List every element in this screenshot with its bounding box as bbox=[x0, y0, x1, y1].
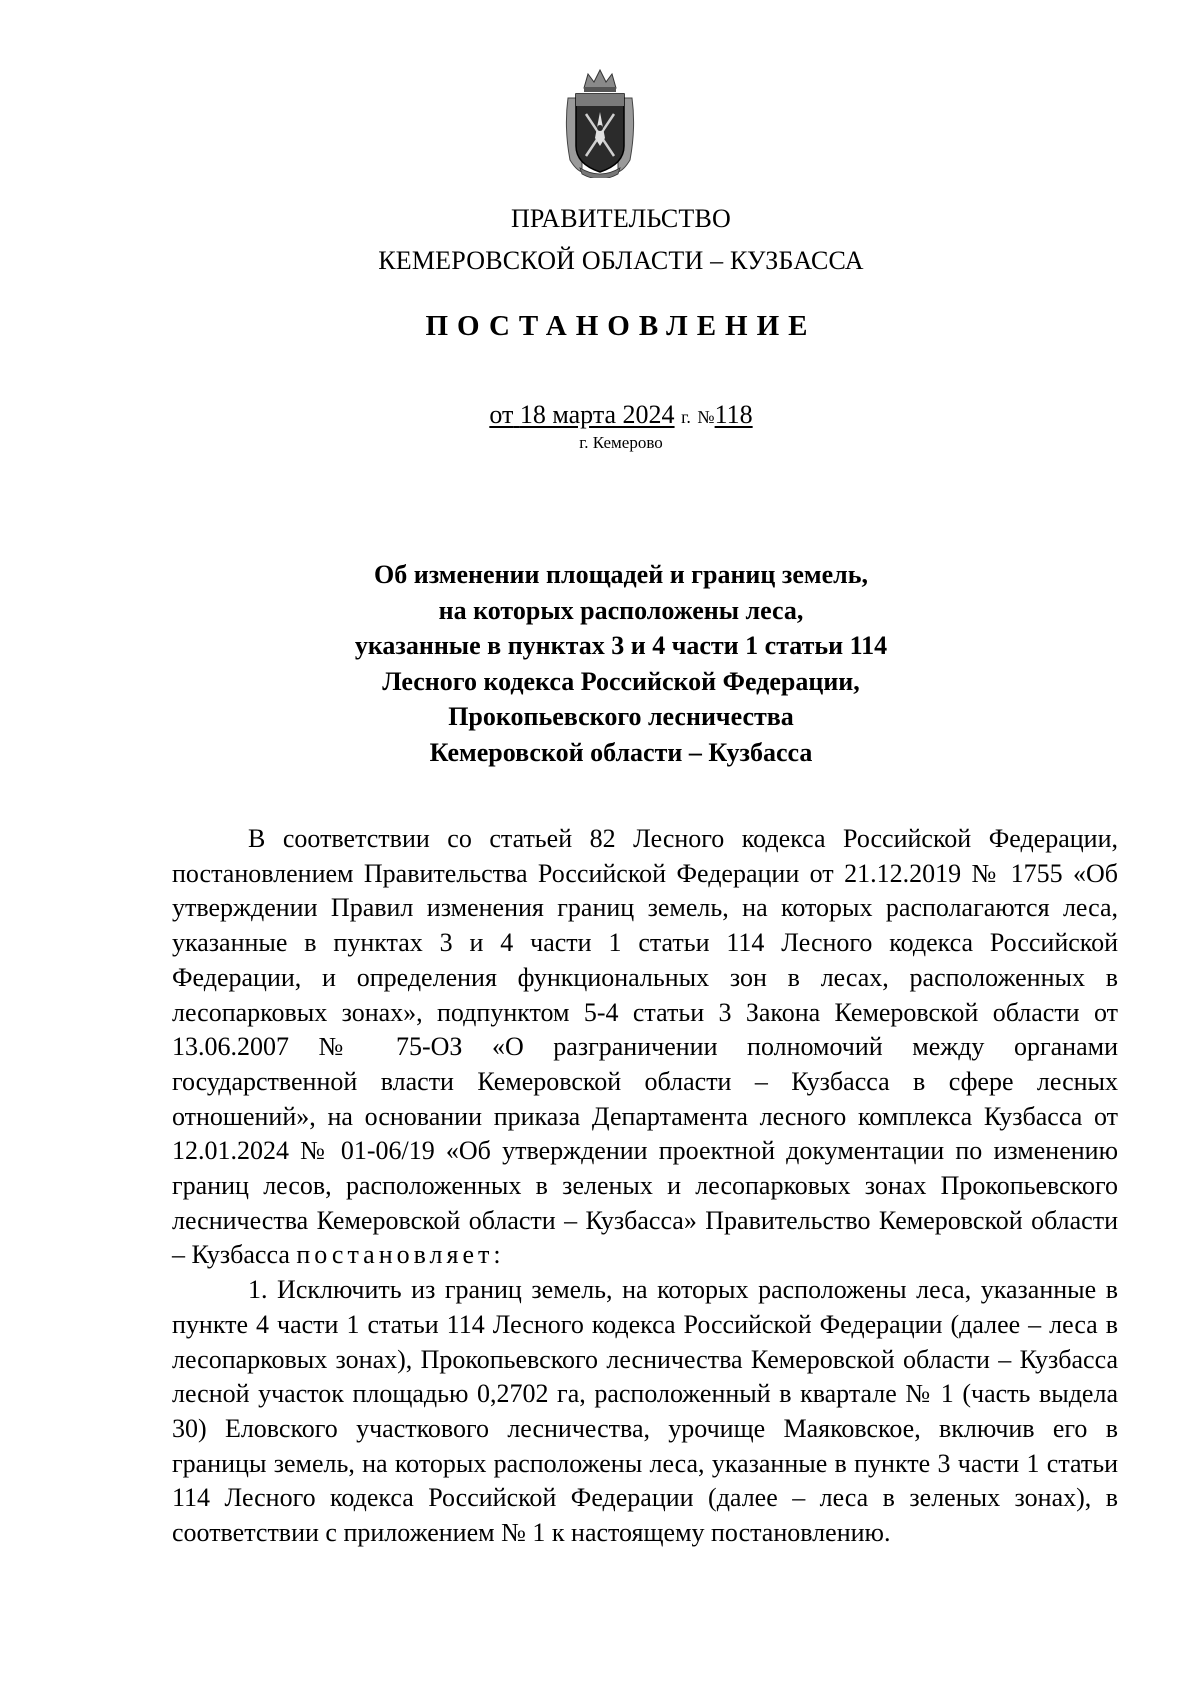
document-type-heading: ПОСТАНОВЛЕНИЕ bbox=[425, 310, 817, 342]
title-line: на которых расположены леса, bbox=[438, 595, 804, 625]
coat-of-arms-icon bbox=[562, 68, 642, 178]
preamble-text: В соответствии со статьей 82 Лесного кодекса Российской Федерации, постановлением Правительства Российской Федерации от 21.12.2019 № 1755 «Об утверждении Правил изменения границ земель, на которых располагаются леса, указанные в пунктах 3 и 4 части 1 статьи 114 Лесного кодекса Российской Федерации, и определения функциональных зон в лесах, расположенных в лесопарковых зонах», подпунктом 5-4 статьи 3 Закона Кемеровской области от 13.06.2007 № 75-ОЗ «О разграничении полномочий между органами государственной власти Кемеровской области – Кузбасса в сфере лесных отношений», на основании приказа Департамента лесного комплекса Кузбасса от 12.01.2024 № 01-06/19 «Об утверждении проектной документации по изменению границ лесов, расположенных в зеленых и лесопарковых зонах Прокопьевского лесничества Кемеровской области – Кузбасса» Правительство Кемеровской области – Кузбасса bbox=[172, 824, 1118, 1270]
title-line: Лесного кодекса Российской Федерации, bbox=[382, 666, 860, 696]
document-number: 118 bbox=[714, 400, 753, 429]
title-line: Прокопьевского лесничества bbox=[448, 702, 794, 731]
number-sign: № bbox=[697, 407, 715, 427]
date-number-line bbox=[42, 398, 1200, 434]
title-line: указанные в пунктах 3 и 4 части 1 статьи 114 bbox=[354, 631, 888, 660]
government-name-line1: ПРАВИТЕЛЬСТВО bbox=[510, 204, 732, 233]
item-1-paragraph: 1. Исключить из границ земель, на которых расположены леса, указанные в пункте 4 части 1 статьи 114 Лесного кодекса Российской Федерации (далее – леса в лесопарковых зонах), Прокопьевского лесничества Кемеровской области – Кузбасса лесной участок площадью 0,2702 га, расположенный в квартале № 1 (часть выдела 30) Еловского участкового лесничества, урочище Маяковское, включив его в границы земель, на которых расположены леса, указанные в пункте 3 части 1 статьи 114 Лесного кодекса Российской Федерации (далее – леса в зеленых зонах), в соответствии с приложением № 1 к настоящему постановлению. bbox=[172, 1275, 1118, 1548]
title-line: Об изменении площадей и границ земель, bbox=[374, 560, 868, 589]
date-prefix: от bbox=[489, 400, 514, 429]
document-title bbox=[42, 557, 1200, 770]
document-body bbox=[172, 822, 1118, 1551]
title-line: Кемеровской области – Кузбасса bbox=[429, 737, 813, 767]
date-value: 18 марта 2024 bbox=[519, 400, 675, 429]
resolves-word: постановляет: bbox=[296, 1240, 505, 1270]
preamble-paragraph bbox=[172, 822, 1118, 1273]
year-suffix: г. bbox=[681, 407, 691, 427]
city-line: г. Кемерово bbox=[579, 433, 663, 452]
government-name-line2: КЕМЕРОВСКОЙ ОБЛАСТИ – КУЗБАССА bbox=[378, 246, 864, 275]
